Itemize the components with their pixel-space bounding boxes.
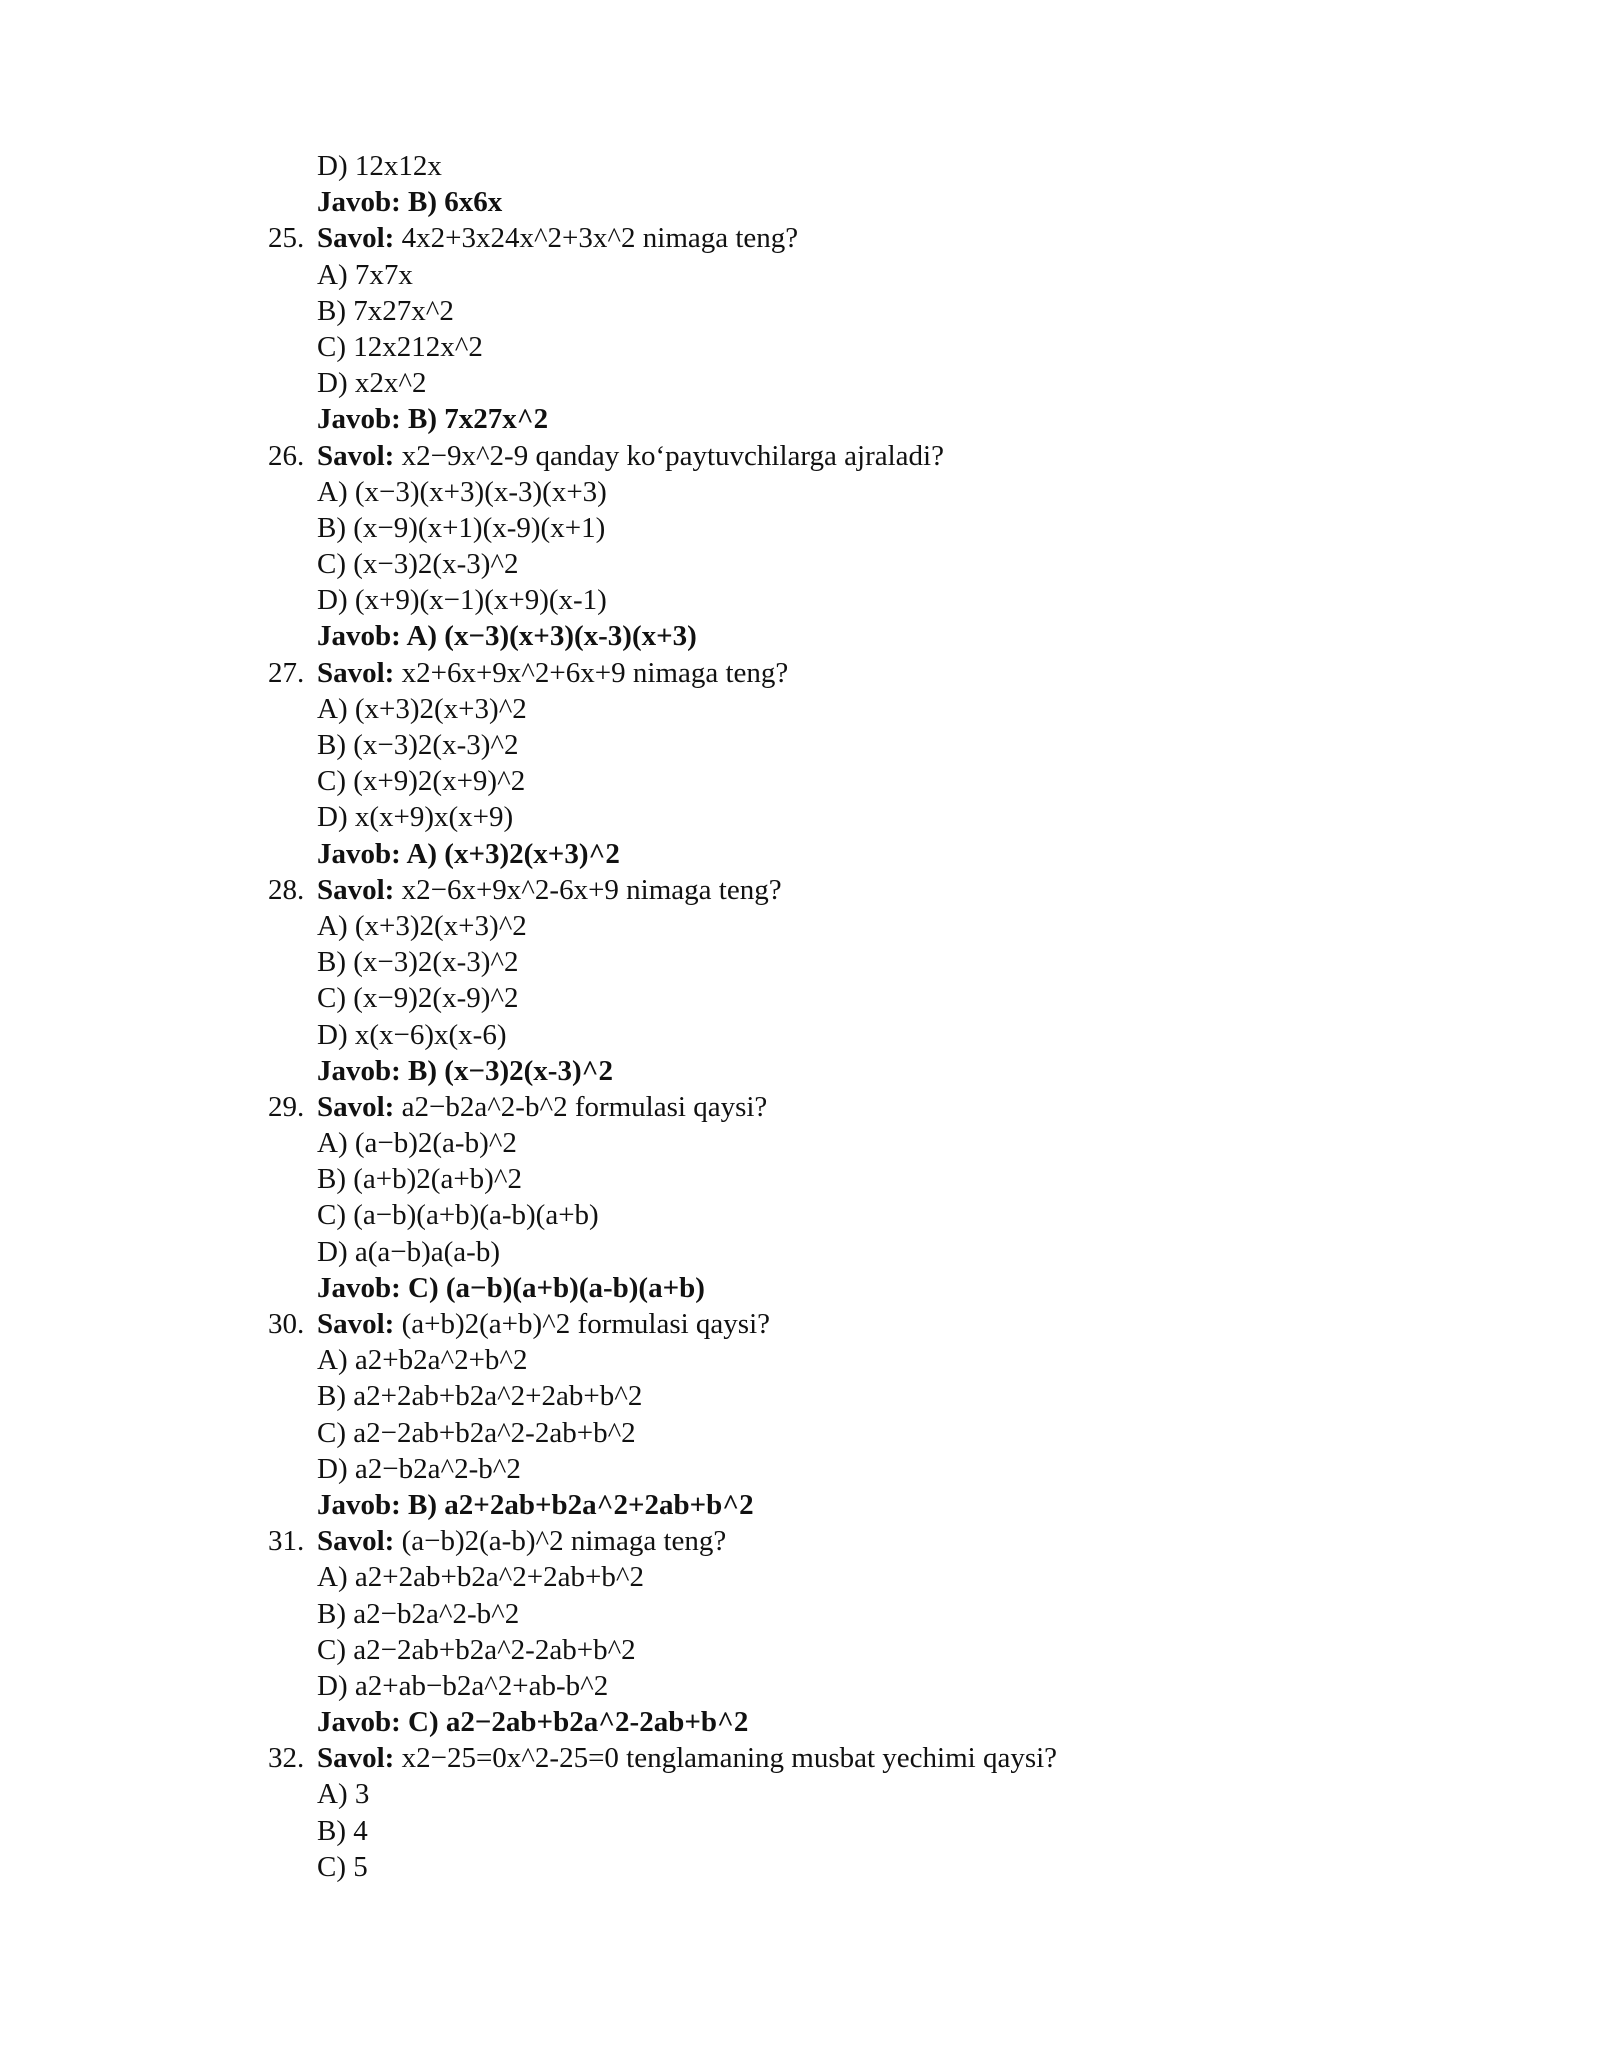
answer-option — [268, 582, 1518, 618]
question-text: (a−b)2(a-b)^2 nimaga teng? — [401, 1525, 727, 1558]
option-letter: B) — [317, 511, 346, 544]
correct-answer — [268, 618, 1518, 654]
question-line — [268, 1306, 1518, 1342]
question-label: Savol: — [317, 439, 395, 472]
answer-label: Javob: — [317, 1488, 401, 1521]
correct-answer — [268, 1270, 1518, 1306]
answer-option — [268, 329, 1518, 365]
answer-option — [268, 257, 1518, 293]
answer-option — [268, 944, 1518, 980]
answer-text: A) (x+3)2(x+3)^2 — [406, 837, 620, 870]
answer-option — [268, 148, 1518, 184]
answer-option — [268, 1559, 1518, 1595]
correct-answer — [268, 836, 1518, 872]
correct-answer — [268, 1053, 1518, 1089]
question-line — [268, 872, 1518, 908]
answer-option — [268, 1161, 1518, 1197]
answer-text: C) a2−2ab+b2a^2-2ab+b^2 — [408, 1706, 749, 1739]
answer-option — [268, 1849, 1518, 1885]
option-text: (x−3)2(x-3)^2 — [353, 548, 519, 581]
option-text: (x−3)(x+3)(x-3)(x+3) — [354, 475, 607, 508]
question-item — [268, 438, 1518, 655]
answer-option — [268, 1197, 1518, 1233]
question-line — [268, 1523, 1518, 1559]
answer-text: B) a2+2ab+b2a^2+2ab+b^2 — [408, 1488, 754, 1521]
option-letter: D) — [317, 1018, 348, 1051]
option-letter: B) — [317, 1814, 346, 1847]
option-text: 7x27x^2 — [353, 294, 454, 327]
question-number: 30. — [268, 1308, 305, 1340]
answer-option — [268, 908, 1518, 944]
question-item — [268, 1740, 1518, 1885]
option-text: (x−9)2(x-9)^2 — [353, 982, 519, 1015]
answer-option — [268, 1632, 1518, 1668]
option-letter: A) — [317, 258, 348, 291]
answer-option — [268, 1415, 1518, 1451]
option-text: x(x+9)x(x+9) — [354, 801, 514, 834]
question-label: Savol: — [317, 873, 395, 906]
option-letter: B) — [317, 946, 346, 979]
question-number: 29. — [268, 1090, 305, 1123]
answer-option — [268, 799, 1518, 835]
option-letter: A) — [317, 1561, 348, 1594]
answer-option — [268, 1596, 1518, 1632]
question-text: x2−9x^2-9 qanday ko‘paytuvchilarga ajraladi? — [401, 439, 944, 472]
option-letter: A) — [317, 909, 348, 942]
option-letter: D) — [317, 584, 348, 617]
option-letter: A) — [317, 475, 348, 508]
question-line — [268, 1740, 1518, 1776]
option-text: (x+9)(x−1)(x+9)(x-1) — [354, 584, 607, 617]
answer-option — [268, 1234, 1518, 1270]
answer-option — [268, 1378, 1518, 1414]
option-text: a2+b2a^2+b^2 — [354, 1344, 528, 1377]
option-text: (x+3)2(x+3)^2 — [354, 909, 527, 942]
option-letter: B) — [317, 729, 346, 761]
option-letter: C) — [317, 1850, 346, 1883]
answer-text: A) (x−3)(x+3)(x-3)(x+3) — [406, 620, 697, 653]
question-label: Savol: — [317, 656, 395, 689]
question-text: x2−25=0x^2-25=0 tenglamaning musbat yechimi qaysi? — [401, 1742, 1058, 1775]
question-number: 32. — [268, 1742, 305, 1775]
option-text: (x−3)2(x-3)^2 — [353, 729, 519, 761]
option-text: a2−b2a^2-b^2 — [354, 1452, 521, 1485]
answer-text: B) 6x6x — [408, 186, 503, 219]
option-text: x2x^2 — [354, 367, 427, 400]
answer-option — [268, 293, 1518, 329]
question-item — [268, 1306, 1518, 1523]
question-label: Savol: — [317, 1308, 395, 1340]
answer-option — [268, 1668, 1518, 1704]
question-label: Savol: — [317, 222, 395, 255]
question-text: x2+6x+9x^2+6x+9 nimaga teng? — [401, 656, 789, 689]
question-text: x2−6x+9x^2-6x+9 nimaga teng? — [401, 873, 782, 906]
option-text: 3 — [354, 1778, 370, 1811]
option-letter: B) — [317, 1163, 346, 1196]
answer-label: Javob: — [317, 186, 401, 219]
option-text: (x+9)2(x+9)^2 — [353, 765, 526, 798]
option-letter: C) — [317, 1416, 346, 1449]
option-text: (x+3)2(x+3)^2 — [354, 692, 527, 725]
question-line — [268, 220, 1518, 256]
option-letter: C) — [317, 1199, 346, 1232]
question-label: Savol: — [317, 1742, 395, 1775]
question-item — [268, 872, 1518, 1089]
option-text: (a+b)2(a+b)^2 — [353, 1163, 522, 1196]
option-letter: D) — [317, 1669, 348, 1702]
option-letter: B) — [317, 1597, 346, 1630]
option-text: (a−b)(a+b)(a-b)(a+b) — [353, 1199, 599, 1232]
option-text: a2+2ab+b2a^2+2ab+b^2 — [354, 1561, 644, 1594]
question-text: 4x2+3x24x^2+3x^2 nimaga teng? — [401, 222, 799, 255]
answer-option — [268, 1451, 1518, 1487]
answer-text: C) (a−b)(a+b)(a-b)(a+b) — [408, 1271, 705, 1304]
answer-option — [268, 1017, 1518, 1053]
option-letter: C) — [317, 548, 346, 581]
option-letter: D) — [317, 367, 348, 400]
question-list — [268, 220, 1518, 1885]
previous-question-tail — [268, 148, 1518, 220]
question-text: (a+b)2(a+b)^2 formulasi qaysi? — [401, 1308, 771, 1340]
answer-option — [268, 1125, 1518, 1161]
question-number: 28. — [268, 873, 305, 906]
answer-label: Javob: — [317, 620, 401, 653]
question-number: 25. — [268, 222, 305, 255]
option-letter: B) — [317, 1380, 346, 1413]
answer-option — [268, 763, 1518, 799]
question-line — [268, 1089, 1518, 1125]
option-text: x(x−6)x(x-6) — [354, 1018, 507, 1051]
option-letter: B) — [317, 294, 346, 327]
question-item — [268, 220, 1518, 437]
answer-option — [268, 546, 1518, 582]
answer-label: Javob: — [317, 1054, 401, 1087]
answer-option — [268, 474, 1518, 510]
option-text: (x−9)(x+1)(x-9)(x+1) — [353, 511, 606, 544]
answer-option — [268, 1813, 1518, 1849]
option-letter: A) — [317, 1344, 348, 1377]
option-letter: C) — [317, 982, 346, 1015]
option-text: a2+2ab+b2a^2+2ab+b^2 — [353, 1380, 643, 1413]
option-letter: D) — [317, 1235, 348, 1268]
document-page — [268, 148, 1518, 1885]
option-text: a2−2ab+b2a^2-2ab+b^2 — [353, 1416, 636, 1449]
option-text: 5 — [353, 1850, 368, 1883]
option-letter: A) — [317, 1778, 348, 1811]
answer-label: Javob: — [317, 1706, 401, 1739]
question-item — [268, 1089, 1518, 1306]
option-text: 12x212x^2 — [353, 330, 483, 363]
question-number: 31. — [268, 1525, 305, 1558]
question-label: Savol: — [317, 1090, 395, 1123]
option-text: (a−b)2(a-b)^2 — [354, 1127, 517, 1160]
option-letter: C) — [317, 765, 346, 798]
question-number: 26. — [268, 439, 305, 472]
correct-answer — [268, 1704, 1518, 1740]
option-letter: C) — [317, 330, 346, 363]
question-label: Savol: — [317, 1525, 395, 1558]
option-letter: A) — [317, 692, 348, 725]
question-line — [268, 655, 1518, 691]
option-text: a2−b2a^2-b^2 — [353, 1597, 520, 1630]
option-letter: D) — [317, 801, 348, 834]
answer-option — [268, 510, 1518, 546]
option-text: a(a−b)a(a-b) — [354, 1235, 500, 1268]
answer-option — [268, 727, 1518, 763]
correct-answer — [268, 184, 1518, 220]
option-text: a2+ab−b2a^2+ab-b^2 — [354, 1669, 609, 1702]
option-text: 4 — [353, 1814, 368, 1847]
answer-option — [268, 1342, 1518, 1378]
answer-label: Javob: — [317, 1271, 401, 1304]
correct-answer — [268, 1487, 1518, 1523]
answer-text: B) (x−3)2(x-3)^2 — [408, 1054, 613, 1087]
answer-label: Javob: — [317, 403, 401, 436]
question-line — [268, 438, 1518, 474]
option-letter: D) — [317, 150, 348, 182]
option-text: 12x12x — [354, 150, 442, 182]
question-number: 27. — [268, 656, 305, 689]
question-text: a2−b2a^2-b^2 formulasi qaysi? — [401, 1090, 768, 1123]
question-item — [268, 1523, 1518, 1740]
answer-label: Javob: — [317, 837, 401, 870]
option-text: (x−3)2(x-3)^2 — [353, 946, 519, 979]
option-letter: A) — [317, 1127, 348, 1160]
question-item — [268, 655, 1518, 872]
option-letter: C) — [317, 1633, 346, 1666]
answer-option — [268, 1776, 1518, 1812]
option-letter: D) — [317, 1452, 348, 1485]
option-text: 7x7x — [354, 258, 413, 291]
option-text: a2−2ab+b2a^2-2ab+b^2 — [353, 1633, 636, 1666]
answer-text: B) 7x27x^2 — [408, 403, 549, 436]
answer-option — [268, 365, 1518, 401]
correct-answer — [268, 401, 1518, 437]
answer-option — [268, 691, 1518, 727]
answer-option — [268, 980, 1518, 1016]
